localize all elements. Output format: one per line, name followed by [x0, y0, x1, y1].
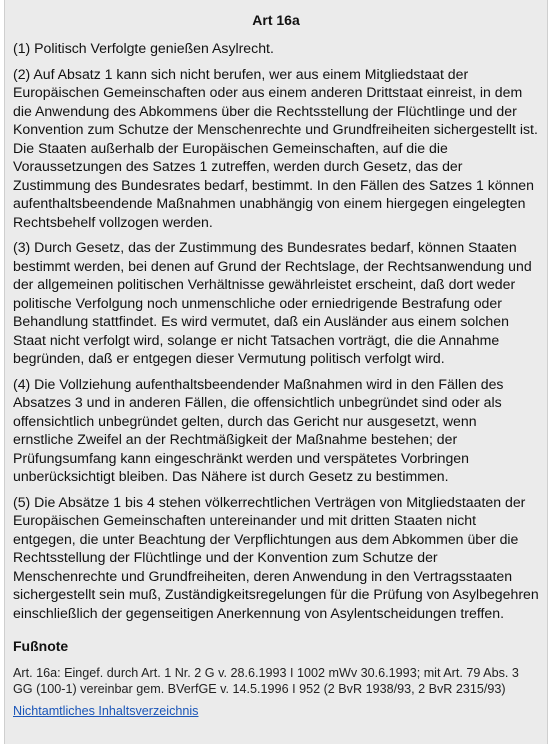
document-page: [4, 0, 548, 744]
paragraph-2: (2) Auf Absatz 1 kann sich nicht berufen, wer aus einem Mitgliedstaat der Europäischen Gemeinschaften oder aus einem anderen Drittstaat einreist, in dem die Anwendung des Abkommens über die Rechtsstellung der Flüchtlinge und der Konvention zum Schutze der Menschenrechte und Grundfreiheiten sichergestellt ist. Die Staaten außerhalb der Europäischen Gemeinschaften, auf die die Voraussetzungen des Satzes 1 zutreffen, werden durch Gesetz, das der Zustimmung des Bundesrates bedarf, bestimmt. In den Fällen des Satzes 1 können aufenthaltsbeendende Maßnahmen unabhängig von einem hiergegen eingelegten Rechtsbehelf vollzogen werden.: [13, 65, 538, 230]
paragraph-3: (3) Durch Gesetz, das der Zustimmung des Bundesrates bedarf, können Staaten bestimmt werden, bei denen auf Grund der Rechtslage, der Rechtsanwendung und der allgemeinen politischen Verhältnisse gewährleistet erscheint, daß dort weder politische Verfolgung noch unmenschliche oder erniedrigende Bestrafung oder Behandlung stattfindet. Es wird vermutet, daß ein Ausländer aus einem solchen Staat nicht verfolgt wird, solange er nicht Tatsachen vorträgt, die die Annahme begründen, daß er entgegen dieser Vermutung politisch verfolgt wird.: [13, 239, 532, 366]
table-of-contents-link[interactable]: Nichtamtliches Inhaltsverzeichnis: [13, 704, 199, 718]
footnote-heading: Fußnote: [13, 638, 69, 654]
article-title: Art 16a: [252, 12, 300, 28]
paragraph-1: (1) Politisch Verfolgte genießen Asylrecht.: [13, 40, 274, 56]
paragraph-4: (4) Die Vollziehung aufenthaltsbeendender Maßnahmen wird in den Fällen des Absatzes 3 und in anderen Fällen, die offensichtlich unbegründet sind oder als offensichtlich unbegründet gelten, durch das Gericht nur ausgesetzt, wenn ernstliche Zweifel an der Rechtmäßigkeit der Maßnahme bestehen; der Prüfungsumfang kann eingeschränkt werden und verspätetes Vorbringen unberücksichtigt bleiben. Das Nähere ist durch Gesetz zu bestimmen.: [13, 375, 504, 484]
footnote-text: Art. 16a: Eingef. durch Art. 1 Nr. 2 G v. 28.6.1993 I 1002 mWv 30.6.1993; mit Art. 79 Abs. 3 GG (100-1) vereinbar gem. BVerfGE v. 14.5.1996 I 952 (2 BvR 1938/93, 2 BvR 2315/93): [13, 666, 519, 696]
paragraph-5: (5) Die Absätze 1 bis 4 stehen völkerrechtlichen Verträgen von Mitgliedstaaten der Europäischen Gemeinschaften untereinander und mit dritten Staaten nicht entgegen, die unter Beachtung der Verpflichtungen aus dem Abkommen über die Rechtsstellung der Flüchtlinge und der Konvention zum Schutze der Menschenrechte und Grundfreiheiten, deren Anwendung in den Vertragsstaaten sichergestellt sein muß, Zuständigkeitsregelungen für die Prüfung von Asylbegehren einschließlich der gegenseitigen Anerkennung von Asylentscheidungen treffen.: [13, 493, 539, 621]
